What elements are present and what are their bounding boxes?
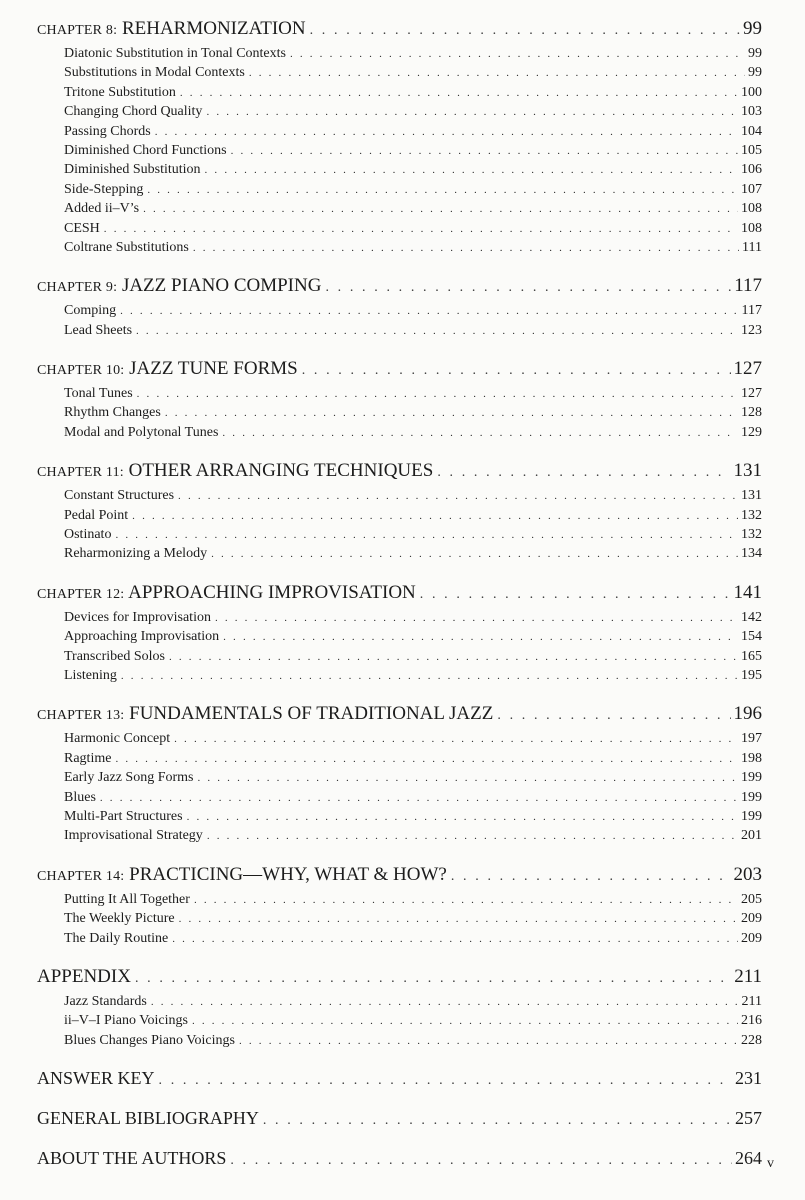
entry-label: ii–V–I Piano Voicings bbox=[64, 1013, 188, 1029]
entry-label: Reharmonizing a Melody bbox=[64, 546, 208, 562]
entry-label: The Daily Routine bbox=[64, 930, 169, 946]
entry-page: 99 bbox=[748, 46, 762, 61]
entry-page: 264 bbox=[735, 1148, 762, 1169]
chapter-title: PRACTICING—WHY, WHAT & HOW? bbox=[129, 863, 447, 885]
entry-label: Multi-Part Structures bbox=[64, 808, 183, 824]
chapter-number: CHAPTER 8: bbox=[37, 23, 118, 38]
entry-title: GENERAL BIBLIOGRAPHY bbox=[37, 1108, 259, 1129]
leader-dots bbox=[115, 753, 738, 765]
entry-label: Substitutions in Modal Contexts bbox=[64, 65, 245, 81]
chapter-page: 196 bbox=[733, 703, 762, 725]
entry-page: 216 bbox=[741, 1013, 762, 1029]
toc-entry[interactable] bbox=[37, 809, 762, 828]
entry-label: Diatonic Substitution in Tonal Contexts bbox=[64, 46, 286, 61]
entry-label: Passing Chords bbox=[64, 123, 151, 139]
leader-dots bbox=[132, 510, 738, 522]
leader-dots bbox=[222, 427, 738, 439]
entry-label: Diminished Substitution bbox=[64, 162, 201, 178]
chapter-page: 203 bbox=[733, 863, 762, 885]
table-of-contents bbox=[37, 18, 762, 1188]
leader-dots bbox=[192, 1015, 738, 1027]
leader-dots bbox=[310, 23, 740, 39]
entry-label: Early Jazz Song Forms bbox=[64, 770, 194, 786]
leader-dots bbox=[187, 811, 738, 823]
leader-dots bbox=[120, 305, 738, 317]
entry-page: 199 bbox=[741, 789, 762, 805]
entry-label: Added ii–V’s bbox=[64, 201, 140, 217]
entry-page: 257 bbox=[735, 1108, 762, 1129]
toc-entry[interactable] bbox=[37, 751, 762, 770]
entry-page: 123 bbox=[741, 322, 762, 338]
chapter-13-section bbox=[37, 703, 762, 847]
toc-entry[interactable] bbox=[37, 143, 762, 162]
leader-dots bbox=[151, 996, 739, 1008]
leader-dots bbox=[197, 772, 738, 784]
entry-label: Harmonic Concept bbox=[64, 731, 171, 747]
toc-entry[interactable] bbox=[37, 828, 762, 847]
toc-entry[interactable] bbox=[37, 931, 762, 950]
entry-label: Blues bbox=[64, 789, 96, 805]
leader-dots bbox=[135, 971, 731, 987]
chapter-8-section bbox=[37, 18, 762, 259]
entry-page: 142 bbox=[741, 609, 762, 625]
leader-dots bbox=[115, 529, 738, 541]
leader-dots bbox=[165, 407, 738, 419]
entry-label: Approaching Improvisation bbox=[64, 629, 220, 645]
entry-page: 201 bbox=[741, 828, 762, 844]
bibliography-entry[interactable] bbox=[37, 1108, 762, 1136]
leader-dots bbox=[230, 1153, 732, 1169]
entry-label: The Weekly Picture bbox=[64, 911, 175, 927]
leader-dots bbox=[211, 548, 738, 560]
entry-title: ABOUT THE AUTHORS bbox=[37, 1148, 227, 1169]
leader-dots bbox=[137, 388, 738, 400]
appendix-page: 211 bbox=[734, 965, 762, 987]
toc-entry[interactable] bbox=[37, 182, 762, 201]
entry-page: 132 bbox=[741, 507, 762, 523]
toc-entry[interactable] bbox=[37, 386, 762, 405]
toc-entry[interactable] bbox=[37, 629, 762, 648]
toc-entry[interactable] bbox=[37, 527, 762, 546]
leader-dots bbox=[206, 106, 738, 118]
chapter-14-section bbox=[37, 864, 762, 950]
chapter-page: 117 bbox=[734, 275, 762, 297]
toc-entry[interactable] bbox=[37, 731, 762, 750]
entry-label: Listening bbox=[64, 667, 117, 683]
entry-page: 106 bbox=[741, 162, 762, 178]
entry-label: CESH bbox=[64, 220, 100, 236]
leader-dots bbox=[147, 184, 738, 196]
leader-dots bbox=[497, 708, 730, 724]
leader-dots bbox=[249, 67, 745, 79]
leader-dots bbox=[239, 1035, 738, 1047]
entry-page: 197 bbox=[741, 731, 762, 747]
toc-entry[interactable] bbox=[37, 104, 762, 123]
chapter-page: 141 bbox=[733, 581, 762, 603]
entry-label: Coltrane Substitutions bbox=[64, 239, 189, 255]
entry-page: 199 bbox=[741, 770, 762, 786]
entry-page: 154 bbox=[741, 629, 762, 645]
chapter-11-section bbox=[37, 460, 762, 566]
entry-page: 209 bbox=[741, 930, 762, 946]
entry-label: Ostinato bbox=[64, 527, 112, 543]
entry-page: 199 bbox=[741, 808, 762, 824]
entry-page: 107 bbox=[741, 181, 762, 197]
leader-dots bbox=[104, 223, 738, 235]
chapter-10-section bbox=[37, 358, 762, 444]
entry-page: 128 bbox=[741, 405, 762, 421]
leader-dots bbox=[193, 242, 739, 254]
entry-page: 209 bbox=[741, 911, 762, 927]
chapter-heading[interactable] bbox=[37, 18, 762, 46]
chapter-number: CHAPTER 13: bbox=[37, 708, 125, 724]
toc-entry[interactable] bbox=[37, 1013, 762, 1032]
entry-label: Comping bbox=[64, 303, 117, 319]
chapter-number: CHAPTER 11: bbox=[37, 465, 124, 481]
toc-entry[interactable] bbox=[37, 221, 762, 240]
chapter-title: JAZZ PIANO COMPING bbox=[121, 275, 322, 297]
entry-label: Tritone Substitution bbox=[64, 84, 176, 100]
leader-dots bbox=[451, 869, 731, 885]
toc-entry[interactable] bbox=[37, 610, 762, 629]
leader-dots bbox=[205, 164, 738, 176]
leader-dots bbox=[223, 631, 738, 643]
entry-page: 99 bbox=[748, 65, 762, 81]
entry-label: Improvisational Strategy bbox=[64, 828, 203, 844]
entry-page: 205 bbox=[741, 891, 762, 907]
answer-key-entry[interactable] bbox=[37, 1068, 762, 1096]
about-authors-entry[interactable] bbox=[37, 1148, 762, 1176]
chapter-heading[interactable] bbox=[37, 358, 762, 386]
toc-entry[interactable] bbox=[37, 668, 762, 687]
toc-entry[interactable] bbox=[37, 508, 762, 527]
entry-page: 127 bbox=[741, 386, 762, 402]
toc-entry[interactable] bbox=[37, 240, 762, 259]
toc-entry[interactable] bbox=[37, 488, 762, 507]
entry-label: Side-Stepping bbox=[64, 181, 144, 197]
entry-page: 165 bbox=[741, 648, 762, 664]
toc-entry[interactable] bbox=[37, 303, 762, 322]
toc-entry[interactable] bbox=[37, 911, 762, 930]
leader-dots bbox=[143, 203, 738, 215]
leader-dots bbox=[180, 87, 738, 99]
chapter-number: CHAPTER 14: bbox=[37, 868, 125, 884]
chapter-page: 131 bbox=[733, 460, 762, 482]
toc-entry[interactable] bbox=[37, 425, 762, 444]
leader-dots bbox=[121, 670, 738, 682]
leader-dots bbox=[194, 894, 738, 906]
leader-dots bbox=[159, 1073, 733, 1089]
chapter-title: REHARMONIZATION bbox=[121, 18, 306, 39]
entry-label: Jazz Standards bbox=[64, 993, 147, 1009]
toc-entry[interactable] bbox=[37, 994, 762, 1013]
entry-label: Lead Sheets bbox=[64, 322, 133, 338]
toc-entry[interactable] bbox=[37, 85, 762, 104]
leader-dots bbox=[290, 48, 745, 60]
entry-label: Changing Chord Quality bbox=[64, 104, 203, 120]
entry-label: Devices for Improvisation bbox=[64, 609, 211, 625]
appendix-section bbox=[37, 966, 762, 1052]
leader-dots bbox=[172, 933, 738, 945]
appendix-title: APPENDIX bbox=[37, 965, 131, 987]
toc-entry[interactable] bbox=[37, 892, 762, 911]
toc-entry[interactable] bbox=[37, 201, 762, 220]
entry-page: 231 bbox=[735, 1068, 762, 1089]
chapter-number: CHAPTER 10: bbox=[37, 363, 125, 379]
leader-dots bbox=[437, 465, 730, 481]
entry-page: 131 bbox=[741, 488, 762, 504]
entry-label: Modal and Polytonal Tunes bbox=[64, 424, 219, 440]
entry-page: 198 bbox=[741, 750, 762, 766]
toc-entry[interactable] bbox=[37, 46, 762, 65]
entry-page: 134 bbox=[741, 546, 762, 562]
entry-page: 117 bbox=[741, 303, 762, 319]
chapter-heading[interactable] bbox=[37, 275, 762, 303]
leader-dots bbox=[420, 587, 731, 603]
entry-page: 105 bbox=[741, 142, 762, 158]
entry-page: 132 bbox=[741, 527, 762, 543]
entry-label: Tonal Tunes bbox=[64, 386, 133, 402]
leader-dots bbox=[155, 126, 738, 138]
entry-title: ANSWER KEY bbox=[37, 1068, 155, 1089]
chapter-heading[interactable] bbox=[37, 582, 762, 610]
chapter-heading[interactable] bbox=[37, 460, 762, 488]
toc-entry[interactable] bbox=[37, 65, 762, 84]
toc-entry[interactable] bbox=[37, 323, 762, 342]
entry-page: 104 bbox=[741, 123, 762, 139]
entry-page: 103 bbox=[741, 104, 762, 120]
entry-label: Pedal Point bbox=[64, 507, 129, 523]
leader-dots bbox=[302, 363, 731, 379]
chapter-heading[interactable] bbox=[37, 703, 762, 731]
leader-dots bbox=[215, 612, 738, 624]
entry-label: Constant Structures bbox=[64, 488, 175, 504]
chapter-page: 99 bbox=[743, 18, 762, 39]
chapter-title: FUNDAMENTALS OF TRADITIONAL JAZZ bbox=[129, 703, 494, 725]
entry-page: 129 bbox=[741, 424, 762, 440]
leader-dots bbox=[100, 792, 738, 804]
entry-label: Ragtime bbox=[64, 750, 112, 766]
entry-label: Putting It All Together bbox=[64, 891, 190, 907]
toc-entry[interactable] bbox=[37, 1033, 762, 1052]
chapter-number: CHAPTER 12: bbox=[37, 586, 125, 602]
entry-page: 211 bbox=[741, 993, 762, 1009]
entry-page: 108 bbox=[741, 201, 762, 217]
chapter-page: 127 bbox=[733, 358, 762, 380]
toc-entry[interactable] bbox=[37, 790, 762, 809]
entry-page: 195 bbox=[741, 667, 762, 683]
toc-entry[interactable] bbox=[37, 124, 762, 143]
chapter-heading[interactable] bbox=[37, 864, 762, 892]
chapter-9-section bbox=[37, 275, 762, 342]
toc-entry[interactable] bbox=[37, 770, 762, 789]
entry-label: Transcribed Solos bbox=[64, 648, 165, 664]
entry-page: 108 bbox=[741, 220, 762, 236]
leader-dots bbox=[174, 733, 738, 745]
chapter-title: OTHER ARRANGING TECHNIQUES bbox=[128, 460, 434, 482]
page-number: v bbox=[767, 1156, 774, 1171]
toc-entry[interactable] bbox=[37, 405, 762, 424]
entry-label: Diminished Chord Functions bbox=[64, 142, 227, 158]
leader-dots bbox=[207, 830, 738, 842]
leader-dots bbox=[179, 913, 738, 925]
leader-dots bbox=[263, 1113, 732, 1129]
chapter-title: APPROACHING IMPROVISATION bbox=[128, 581, 416, 603]
chapter-number: CHAPTER 9: bbox=[37, 280, 118, 296]
appendix-heading[interactable] bbox=[37, 966, 762, 994]
leader-dots bbox=[169, 651, 738, 663]
toc-entry[interactable] bbox=[37, 162, 762, 181]
entry-page: 228 bbox=[741, 1032, 762, 1048]
chapter-12-section bbox=[37, 582, 762, 688]
toc-entry[interactable] bbox=[37, 546, 762, 565]
leader-dots bbox=[136, 325, 738, 337]
toc-entry[interactable] bbox=[37, 649, 762, 668]
leader-dots bbox=[325, 280, 731, 296]
leader-dots bbox=[178, 490, 738, 502]
chapter-title: JAZZ TUNE FORMS bbox=[129, 358, 298, 380]
entry-label: Rhythm Changes bbox=[64, 405, 161, 421]
entry-page: 100 bbox=[741, 84, 762, 100]
entry-label: Blues Changes Piano Voicings bbox=[64, 1032, 235, 1048]
leader-dots bbox=[231, 145, 738, 157]
entry-page: 111 bbox=[742, 239, 762, 255]
